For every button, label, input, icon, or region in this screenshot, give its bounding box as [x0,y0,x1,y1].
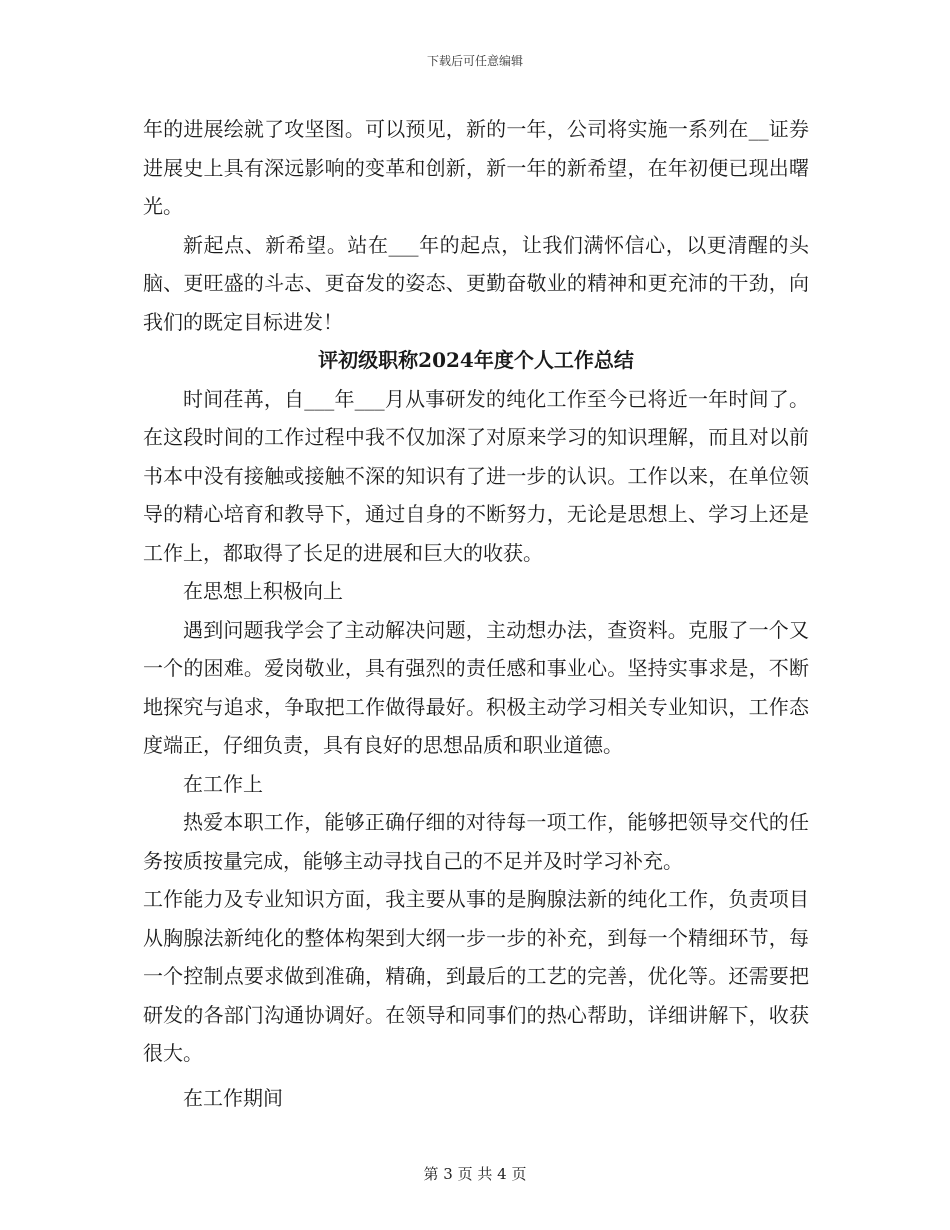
paragraph: 工作能力及专业知识方面，我主要从事的是胸腺法新的纯化工作，负责项目从胸腺法新纯化的整体构架到大纲一步一步的补充，到每一个精细环节，每一个控制点要求做到准确，精确，到最后的工艺的完善，优化等。还需要把研发的各部门沟通协调好。在领导和同事们的热心帮助，详细讲解下，收获很大。 [143,887,809,1065]
section-heading: 在工作期间 [183,1085,283,1110]
header-note: 下载后可任意编辑 [426,54,523,68]
paragraph: 年的进展绘就了攻坚图。可以预见，新的一年，公司将实施一系列在__证券进展史上具有深远影响的变革和创新，新一年的新希望，在年初便已现出曙光。 [143,117,809,218]
document-title: 评初级职称2024年度个人工作总结 [318,348,634,372]
paragraph: 遇到问题我学会了主动解决问题，主动想办法，查资料。克服了一个又一个的困难。爱岗敬业，具有强烈的责任感和事业心。坚持实事求是，不断地探究与追求，争取把工作做得最好。积极主动学习相关专业知识，工作态度端正，仔细负责，具有良好的思想品质和职业道德。 [143,617,809,757]
paragraph: 新起点、新希望。站在___年的起点，让我们满怀信心，以更清醒的头脑、更旺盛的斗志、更奋发的姿态、更勤奋敬业的精神和更充沛的干劲，向我们的既定目标进发！ [143,232,809,334]
section-heading: 在思想上积极向上 [183,579,343,603]
document-body [143,110,809,1117]
page-number: 第 3 页 共 4 页 [423,1165,527,1183]
paragraph: 时间荏苒，自___年___月从事研发的纯化工作至今已将近一年时间了。在这段时间的工作过程中我不仅加深了对原来学习的知识理解，而且对以前书本中没有接触或接触不深的知识有了进一步的认识。工作以来，在单位领导的精心培育和教导下，通过自身的不断努力，无论是思想上、学习上还是工作上，都取得了长足的进展和巨大的收获。 [143,386,809,565]
paragraph: 热爱本职工作，能够正确仔细的对待每一项工作，能够把领导交代的任务按质按量完成，能够主动寻找自己的不足并及时学习补充。 [143,810,809,873]
section-heading: 在工作上 [183,771,263,796]
